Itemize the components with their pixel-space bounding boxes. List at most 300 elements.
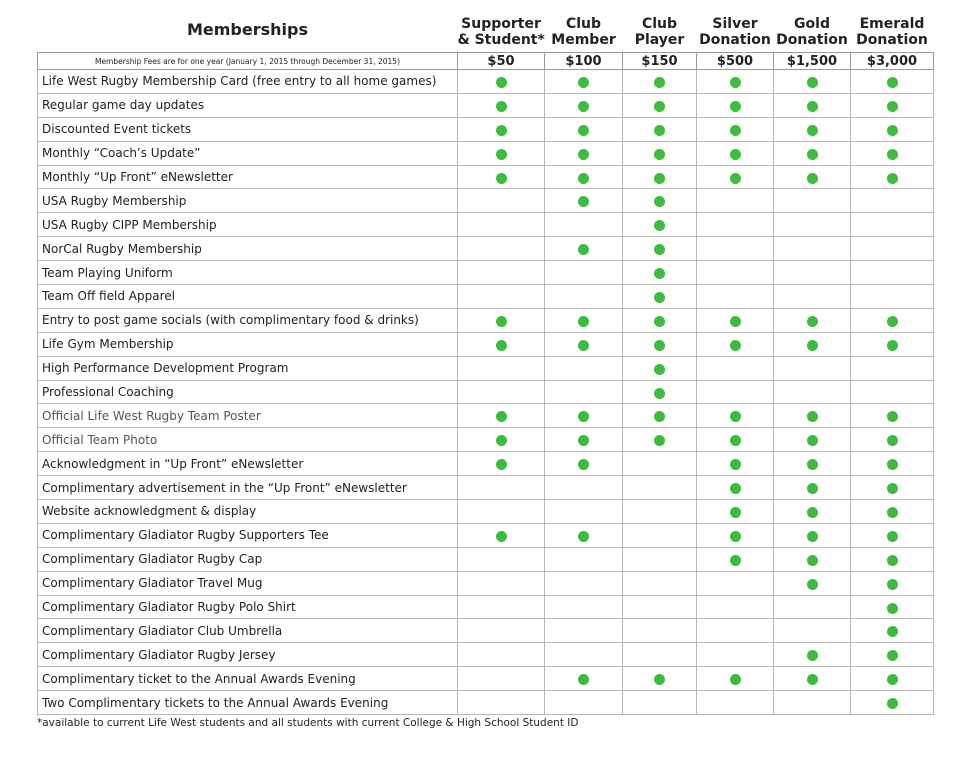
benefit-cell <box>545 523 623 547</box>
benefit-cell <box>697 237 774 261</box>
benefit-cell <box>697 571 774 595</box>
included-dot-icon <box>654 173 665 184</box>
included-dot-icon <box>807 531 818 542</box>
benefit-cell <box>623 619 697 643</box>
benefit-cell <box>851 117 934 141</box>
benefit-cell <box>623 332 697 356</box>
benefit-cell <box>458 643 545 667</box>
column-header-line: Silver <box>712 16 758 32</box>
included-dot-icon <box>654 125 665 136</box>
benefit-cell <box>623 356 697 380</box>
benefit-cell <box>623 404 697 428</box>
included-dot-icon <box>730 531 741 542</box>
benefit-cell <box>774 117 851 141</box>
benefit-cell <box>697 141 774 165</box>
included-dot-icon <box>807 650 818 661</box>
benefit-cell <box>623 70 697 94</box>
included-dot-icon <box>496 340 507 351</box>
benefit-cell <box>545 213 623 237</box>
table-row <box>38 667 934 691</box>
fee-note: Membership Fees are for one year (January 1, 2015 through December 31, 2015) <box>38 53 458 70</box>
benefit-cell <box>545 356 623 380</box>
benefit-cell <box>697 547 774 571</box>
table-row <box>38 70 934 94</box>
benefit-cell <box>458 285 545 309</box>
benefit-cell <box>851 308 934 332</box>
table-row <box>38 523 934 547</box>
benefit-cell <box>774 523 851 547</box>
benefit-cell <box>697 643 774 667</box>
benefit-cell <box>458 70 545 94</box>
benefit-cell <box>774 165 851 189</box>
included-dot-icon <box>807 555 818 566</box>
included-dot-icon <box>807 459 818 470</box>
included-dot-icon <box>496 316 507 327</box>
benefit-cell <box>851 141 934 165</box>
benefit-cell <box>545 141 623 165</box>
included-dot-icon <box>578 316 589 327</box>
included-dot-icon <box>654 316 665 327</box>
included-dot-icon <box>654 268 665 279</box>
benefit-cell <box>458 428 545 452</box>
benefit-cell <box>774 141 851 165</box>
benefit-cell <box>623 643 697 667</box>
benefit-cell <box>851 332 934 356</box>
benefit-cell <box>774 189 851 213</box>
table-row <box>38 476 934 500</box>
benefit-cell <box>697 667 774 691</box>
included-dot-icon <box>654 674 665 685</box>
benefit-cell <box>458 571 545 595</box>
benefit-cell <box>623 476 697 500</box>
benefit-cell <box>851 93 934 117</box>
benefit-cell <box>458 380 545 404</box>
column-header-line: Player <box>634 32 685 48</box>
benefit-label: Life Gym Membership <box>38 332 458 356</box>
included-dot-icon <box>496 531 507 542</box>
price-emerald: $3,000 <box>851 53 934 70</box>
price-club-member: $100 <box>545 53 623 70</box>
benefit-cell <box>458 189 545 213</box>
benefit-cell <box>774 428 851 452</box>
benefit-cell <box>774 404 851 428</box>
benefit-cell <box>623 237 697 261</box>
table-row <box>38 619 934 643</box>
included-dot-icon <box>578 244 589 255</box>
table-row <box>38 452 934 476</box>
included-dot-icon <box>730 483 741 494</box>
column-header-club-player <box>623 12 697 53</box>
benefit-cell <box>697 189 774 213</box>
included-dot-icon <box>730 316 741 327</box>
price-club-player: $150 <box>623 53 697 70</box>
column-header-club-member <box>545 12 623 53</box>
included-dot-icon <box>887 101 898 112</box>
benefit-label: NorCal Rugby Membership <box>38 237 458 261</box>
benefit-cell <box>545 428 623 452</box>
benefit-cell <box>774 308 851 332</box>
included-dot-icon <box>887 125 898 136</box>
included-dot-icon <box>887 149 898 160</box>
benefit-cell <box>458 332 545 356</box>
included-dot-icon <box>496 101 507 112</box>
benefit-cell <box>623 452 697 476</box>
included-dot-icon <box>578 411 589 422</box>
benefit-cell <box>851 213 934 237</box>
benefit-label: Team Off field Apparel <box>38 285 458 309</box>
included-dot-icon <box>807 411 818 422</box>
included-dot-icon <box>807 483 818 494</box>
table-row <box>38 237 934 261</box>
benefit-cell <box>623 595 697 619</box>
table-row <box>38 404 934 428</box>
table-row <box>38 571 934 595</box>
included-dot-icon <box>730 507 741 518</box>
benefit-cell <box>851 547 934 571</box>
benefit-cell <box>774 261 851 285</box>
benefit-cell <box>623 117 697 141</box>
benefit-cell <box>697 691 774 715</box>
benefit-cell <box>623 667 697 691</box>
included-dot-icon <box>887 531 898 542</box>
benefit-cell <box>851 165 934 189</box>
included-dot-icon <box>654 196 665 207</box>
benefit-cell <box>545 595 623 619</box>
column-header-supporter <box>458 12 545 53</box>
benefit-cell <box>623 691 697 715</box>
included-dot-icon <box>887 650 898 661</box>
benefit-label: Monthly “Coach’s Update” <box>38 141 458 165</box>
benefit-label: Complimentary Gladiator Rugby Cap <box>38 547 458 571</box>
benefit-cell <box>851 237 934 261</box>
benefit-cell <box>458 165 545 189</box>
footnote: *available to current Life West students and all students with current College & High School Student ID <box>37 717 579 729</box>
included-dot-icon <box>654 77 665 88</box>
column-header-gold <box>774 12 851 53</box>
table-row <box>38 500 934 524</box>
included-dot-icon <box>887 579 898 590</box>
benefit-label: Monthly “Up Front” eNewsletter <box>38 165 458 189</box>
column-header-line: Club <box>641 16 678 32</box>
benefit-cell <box>774 213 851 237</box>
benefit-cell <box>545 619 623 643</box>
benefit-cell <box>623 285 697 309</box>
benefit-cell <box>851 189 934 213</box>
benefit-cell <box>851 571 934 595</box>
table-row <box>38 165 934 189</box>
included-dot-icon <box>887 77 898 88</box>
price-gold: $1,500 <box>774 53 851 70</box>
benefit-cell <box>697 70 774 94</box>
included-dot-icon <box>807 149 818 160</box>
benefit-cell <box>623 523 697 547</box>
benefit-cell <box>697 523 774 547</box>
benefit-cell <box>851 452 934 476</box>
table-row <box>38 141 934 165</box>
column-header-emerald <box>851 12 934 53</box>
benefit-cell <box>623 547 697 571</box>
benefit-cell <box>458 141 545 165</box>
included-dot-icon <box>887 316 898 327</box>
benefit-cell <box>623 500 697 524</box>
benefit-cell <box>458 93 545 117</box>
membership-table <box>37 12 934 715</box>
included-dot-icon <box>807 173 818 184</box>
included-dot-icon <box>496 411 507 422</box>
benefit-cell <box>545 500 623 524</box>
benefit-cell <box>774 452 851 476</box>
benefit-label: USA Rugby Membership <box>38 189 458 213</box>
benefit-label: Discounted Event tickets <box>38 117 458 141</box>
included-dot-icon <box>887 459 898 470</box>
benefit-cell <box>774 667 851 691</box>
header-row <box>38 12 934 53</box>
benefit-cell <box>697 619 774 643</box>
benefit-cell <box>774 285 851 309</box>
benefit-cell <box>458 237 545 261</box>
included-dot-icon <box>887 674 898 685</box>
table-row <box>38 643 934 667</box>
benefit-cell <box>545 476 623 500</box>
benefit-cell <box>851 643 934 667</box>
included-dot-icon <box>578 77 589 88</box>
included-dot-icon <box>807 435 818 446</box>
table-row <box>38 189 934 213</box>
included-dot-icon <box>730 555 741 566</box>
included-dot-icon <box>654 244 665 255</box>
benefit-cell <box>697 356 774 380</box>
table-row <box>38 93 934 117</box>
benefit-cell <box>623 428 697 452</box>
benefit-label: Complimentary ticket to the Annual Awards Evening <box>38 667 458 691</box>
benefit-cell <box>545 117 623 141</box>
benefit-cell <box>697 500 774 524</box>
benefit-cell <box>851 428 934 452</box>
table-row <box>38 332 934 356</box>
included-dot-icon <box>654 220 665 231</box>
benefit-cell <box>697 380 774 404</box>
benefit-cell <box>774 356 851 380</box>
column-header-silver <box>697 12 774 53</box>
benefit-label: Website acknowledgment & display <box>38 500 458 524</box>
column-header-line: Donation <box>699 32 771 48</box>
included-dot-icon <box>496 459 507 470</box>
benefit-cell <box>623 189 697 213</box>
table-row <box>38 308 934 332</box>
benefit-cell <box>458 595 545 619</box>
benefit-cell <box>545 70 623 94</box>
benefit-cell <box>697 213 774 237</box>
included-dot-icon <box>807 125 818 136</box>
benefit-cell <box>545 643 623 667</box>
benefit-cell <box>545 332 623 356</box>
included-dot-icon <box>654 388 665 399</box>
included-dot-icon <box>887 555 898 566</box>
benefit-cell <box>545 237 623 261</box>
benefit-cell <box>545 691 623 715</box>
benefit-cell <box>623 261 697 285</box>
benefit-cell <box>458 619 545 643</box>
included-dot-icon <box>730 411 741 422</box>
included-dot-icon <box>654 435 665 446</box>
benefit-cell <box>458 523 545 547</box>
benefit-cell <box>545 261 623 285</box>
benefit-cell <box>458 452 545 476</box>
benefit-cell <box>545 404 623 428</box>
benefit-label: Complimentary Gladiator Rugby Polo Shirt <box>38 595 458 619</box>
included-dot-icon <box>578 459 589 470</box>
included-dot-icon <box>730 674 741 685</box>
included-dot-icon <box>807 101 818 112</box>
included-dot-icon <box>654 292 665 303</box>
included-dot-icon <box>807 340 818 351</box>
included-dot-icon <box>496 149 507 160</box>
included-dot-icon <box>730 435 741 446</box>
table-row <box>38 691 934 715</box>
benefit-label: Life West Rugby Membership Card (free entry to all home games) <box>38 70 458 94</box>
table-row <box>38 547 934 571</box>
benefit-cell <box>774 595 851 619</box>
benefit-cell <box>458 404 545 428</box>
included-dot-icon <box>887 411 898 422</box>
benefit-label: Complimentary Gladiator Rugby Supporters Tee <box>38 523 458 547</box>
table-row <box>38 380 934 404</box>
benefit-cell <box>851 619 934 643</box>
benefit-cell <box>623 93 697 117</box>
benefit-cell <box>458 213 545 237</box>
benefit-cell <box>697 428 774 452</box>
included-dot-icon <box>496 435 507 446</box>
benefit-cell <box>458 547 545 571</box>
included-dot-icon <box>730 77 741 88</box>
benefit-label: High Performance Development Program <box>38 356 458 380</box>
benefit-cell <box>774 93 851 117</box>
included-dot-icon <box>496 77 507 88</box>
column-header-line: Club <box>565 16 602 32</box>
benefit-cell <box>774 476 851 500</box>
benefit-label: Acknowledgment in “Up Front” eNewsletter <box>38 452 458 476</box>
included-dot-icon <box>807 316 818 327</box>
benefit-cell <box>851 261 934 285</box>
benefit-rows <box>38 70 934 715</box>
included-dot-icon <box>807 579 818 590</box>
benefit-cell <box>774 547 851 571</box>
included-dot-icon <box>578 173 589 184</box>
benefit-cell <box>851 523 934 547</box>
benefit-cell <box>697 476 774 500</box>
benefit-cell <box>851 404 934 428</box>
benefit-cell <box>458 667 545 691</box>
included-dot-icon <box>730 459 741 470</box>
included-dot-icon <box>887 340 898 351</box>
benefit-cell <box>774 70 851 94</box>
included-dot-icon <box>578 101 589 112</box>
included-dot-icon <box>807 507 818 518</box>
table-row <box>38 356 934 380</box>
column-header-line: & Student* <box>457 32 545 48</box>
benefit-cell <box>774 619 851 643</box>
benefit-cell <box>851 285 934 309</box>
benefit-cell <box>697 452 774 476</box>
table-row <box>38 261 934 285</box>
price-supporter: $50 <box>458 53 545 70</box>
column-header-line: Donation <box>776 32 848 48</box>
included-dot-icon <box>807 77 818 88</box>
column-header-line: Supporter <box>461 16 541 32</box>
benefit-cell <box>697 308 774 332</box>
benefit-label: Complimentary Gladiator Rugby Jersey <box>38 643 458 667</box>
table-title: Memberships <box>186 20 308 39</box>
included-dot-icon <box>887 507 898 518</box>
included-dot-icon <box>654 101 665 112</box>
benefit-label: Regular game day updates <box>38 93 458 117</box>
benefit-label: Complimentary advertisement in the “Up Front” eNewsletter <box>38 476 458 500</box>
included-dot-icon <box>578 435 589 446</box>
benefit-cell <box>545 308 623 332</box>
table-row <box>38 213 934 237</box>
included-dot-icon <box>654 364 665 375</box>
included-dot-icon <box>578 149 589 160</box>
benefit-cell <box>458 308 545 332</box>
membership-table-container <box>37 12 933 715</box>
benefit-cell <box>774 643 851 667</box>
table-row <box>38 117 934 141</box>
table-row <box>38 595 934 619</box>
benefit-cell <box>851 356 934 380</box>
included-dot-icon <box>887 483 898 494</box>
included-dot-icon <box>887 603 898 614</box>
benefit-cell <box>851 380 934 404</box>
benefit-cell <box>623 213 697 237</box>
benefit-label: USA Rugby CIPP Membership <box>38 213 458 237</box>
benefit-cell <box>774 332 851 356</box>
column-header-line: Donation <box>856 32 928 48</box>
included-dot-icon <box>654 411 665 422</box>
benefit-cell <box>545 667 623 691</box>
benefit-cell <box>851 500 934 524</box>
benefit-cell <box>774 500 851 524</box>
benefit-label: Official Team Photo <box>38 428 458 452</box>
benefit-cell <box>851 691 934 715</box>
included-dot-icon <box>807 674 818 685</box>
benefit-cell <box>545 547 623 571</box>
benefit-label: Complimentary Gladiator Club Umbrella <box>38 619 458 643</box>
benefit-cell <box>545 93 623 117</box>
benefit-label: Professional Coaching <box>38 380 458 404</box>
included-dot-icon <box>578 674 589 685</box>
benefit-cell <box>774 691 851 715</box>
benefit-cell <box>545 452 623 476</box>
benefit-cell <box>623 571 697 595</box>
benefit-cell <box>623 308 697 332</box>
benefit-cell <box>458 476 545 500</box>
benefit-cell <box>458 117 545 141</box>
included-dot-icon <box>730 101 741 112</box>
benefit-label: Official Life West Rugby Team Poster <box>38 404 458 428</box>
included-dot-icon <box>578 531 589 542</box>
table-row <box>38 428 934 452</box>
benefit-cell <box>697 261 774 285</box>
benefit-cell <box>697 404 774 428</box>
benefit-cell <box>545 380 623 404</box>
included-dot-icon <box>578 196 589 207</box>
benefit-label: Entry to post game socials (with complimentary food & drinks) <box>38 308 458 332</box>
benefit-cell <box>697 93 774 117</box>
benefit-cell <box>851 667 934 691</box>
benefit-cell <box>774 237 851 261</box>
benefit-cell <box>774 380 851 404</box>
benefit-cell <box>545 165 623 189</box>
